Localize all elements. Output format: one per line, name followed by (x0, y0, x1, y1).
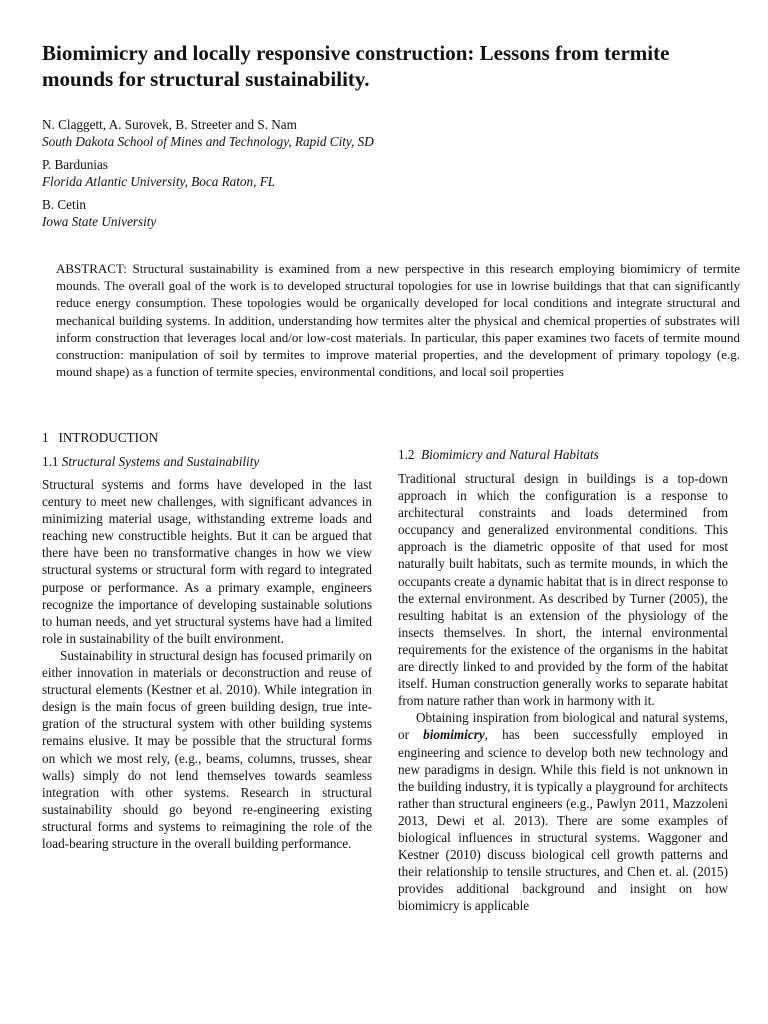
right-column (398, 470, 728, 914)
body-paragraph: Sustainability in structural design has focused primarily on either innovation in materials or deconstruction and reuse of structural elements (Kestner et al. 2010). While integration in design is the main focus of green building design, true integration of the structural system with other building systems remains elusive. It may be possible that the structural forms on which we most rely, (e.g., beams, columns, trusses, shear walls) simply do not lend themselves towards seamless integration with other systems. Research in structural sustainability should go beyond re-engineering existing structural forms and systems to reimagining the role of the load-bearing structure in the overall building performance. (42, 647, 372, 851)
body-paragraph (398, 709, 728, 914)
section-title: Structural Systems and Sustainability (61, 454, 260, 469)
section-number: 1 (42, 430, 49, 445)
left-column (42, 476, 372, 852)
author-block-2 (42, 156, 642, 190)
author-block-3 (42, 196, 642, 230)
section-1-heading (42, 429, 158, 446)
text-span: , has been successfully employed in engineering and science to develop both new technology and new paradigms in design. While this field is not unknown in the building industry, it is typically a playground for architects rather than structural engineers (e.g., Pawlyn 2011, Mazzoleni 2013, Dewi et al. 2013). There are some examples of biological influences in structural systems. Waggoner and Kestner (2010) discuss biological cell growth patterns and their relationship to tensile structures, and Chen et. al. (2015) provides additional background and insight on how biomimicry is applicable (398, 727, 728, 914)
body-paragraph: Traditional structural design in buildings is a top-down approach in which the configuration is a response to architectural constraints and loads determined from occupancy and generalized environmental conditions. This approach is the diametric opposite of that used for most naturally built habitats, such as termite mounds, in which the occupants create a dynamic habitat that is in direct response to the external environment. As described by Turner (2005), the resulting habitat is an extension of the physiology of the insects themselves. In short, the internal environmental requirements for the existence of the organisms in the habitat are directly linked to and provided by the form of the habitat itself. Human construction generally works to separate habitat from nature rather than work in harmony with it. (398, 471, 728, 709)
section-title: INTRODUCTION (58, 430, 159, 445)
author-names: N. Claggett, A. Surovek, B. Streeter and S. Nam (42, 117, 297, 132)
author-names: P. Bardunias (42, 157, 108, 172)
section-1-1-heading (42, 453, 259, 470)
author-institution: Iowa State University (42, 214, 157, 229)
author-block-1 (42, 116, 642, 150)
text-span: Obtaining inspiration from biological and natural systems, or (398, 710, 728, 743)
section-number: 1.1 (42, 454, 59, 469)
author-institution: Florida Atlantic University, Boca Raton, FL (42, 174, 276, 189)
abstract: ABSTRACT: Structural sustainability is examined from a new perspective in this research employing biomimicry of termite mounds. The overall goal of the work is to developed structural topologies for use in lowrise buildings that that can significantly reduce energy consumption. These topologies would be organically developed for local conditions and integrate structural and mechanical building systems. In addition, understanding how termites alter the physical and chemical properties of substrates will inform construction that leverages local and/or low-cost materials. In particular, this paper examines two facets of termite mound construction: manipulation of soil by termites to improve material properties, and the development of primary topology (e.g. mound shape) as a function of termite species, environmental conditions, and local soil properties (56, 261, 740, 380)
section-title: Biomimicry and Natural Habitats (421, 447, 599, 462)
author-names: B. Cetin (42, 197, 86, 212)
body-paragraph: Structural systems and forms have developed in the last century to meet new challenges, with significant advances in minimizing material usage, withstanding extreme loads and reaching new constructible heights. But it can be argued that there have been no transformative changes in how we view structural systems or structural form with regard to integrated purpose or performance. As a primary example, engineers recognize the importance of developing sustainable solutions to human needs, and yet structural systems have had a limited role in sustainability of the built environment. (42, 477, 372, 646)
emphasized-term: biomimicry (423, 727, 485, 743)
paper-title: Biomimicry and locally responsive construction: Lessons from termite mounds for structural sustainability. (42, 41, 670, 91)
section-number: 1.2 (398, 447, 415, 462)
author-institution: South Dakota School of Mines and Technology, Rapid City, SD (42, 134, 374, 149)
section-1-2-heading (398, 446, 599, 463)
